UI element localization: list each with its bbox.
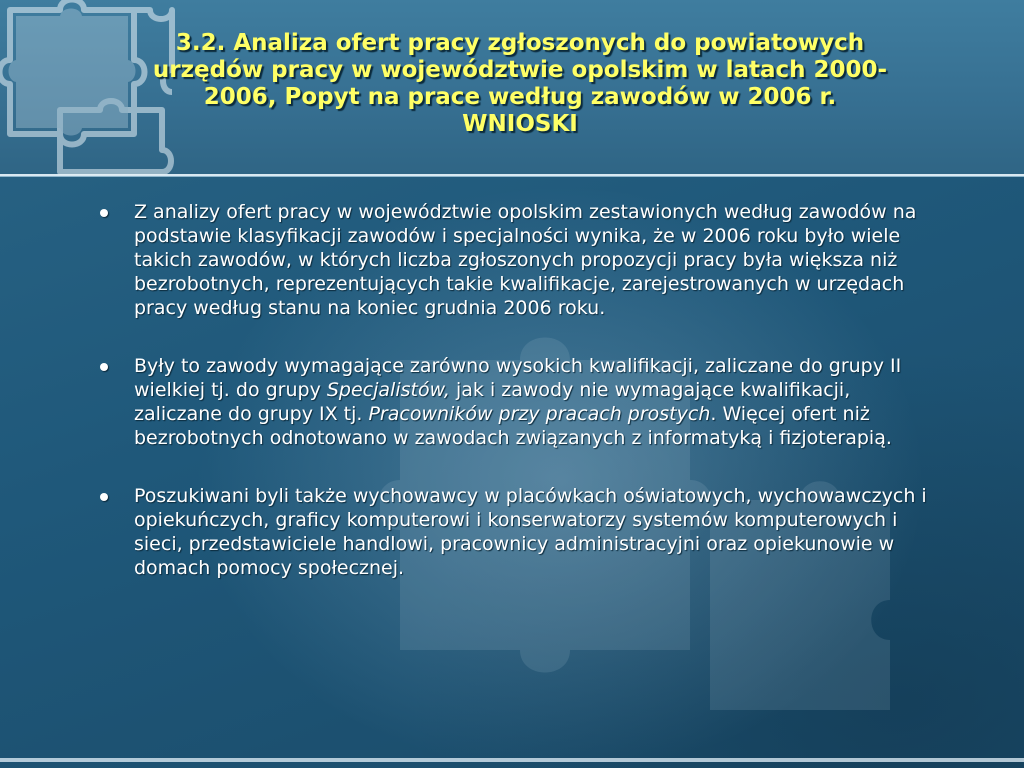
bullet-text-2-italic-2: Pracowników przy pracach prostych bbox=[368, 403, 711, 425]
bullet-dot-icon bbox=[100, 209, 108, 217]
bullet-list bbox=[96, 200, 936, 614]
bullet-item-1 bbox=[96, 200, 936, 320]
bottom-divider bbox=[0, 758, 1024, 762]
bullet-text-2b: jak i zawody nie wymagające kwalifikacji, zaliczane do grupy IX tj. bbox=[134, 379, 851, 425]
slide-title bbox=[80, 30, 960, 138]
title-line-2: urzędów pracy w województwie opolskim w latach 2000- bbox=[152, 57, 888, 83]
bullet-text-1: Z analizy ofert pracy w województwie opolskim zestawionych według zawodów na podstawie klasyfikacji zawodów i specjalności wynika, że w 2006 roku było wiele takich zawodów, w których liczba zgłoszonych propozycji pracy była większa niż bezrobotnych, reprezentujących takie kwalifikacje, zarejestrowanych w urzędach pracy według stanu na koniec grudnia 2006 roku. bbox=[134, 201, 917, 319]
title-line-3: 2006, Popyt na prace według zawodów w 2006 r. bbox=[203, 84, 837, 110]
bullet-text-2a: Były to zawody wymagające zarówno wysokich kwalifikacji, zaliczane do grupy II wielkiej tj. do grupy bbox=[134, 355, 902, 401]
bullet-item-2 bbox=[96, 354, 936, 450]
bullet-dot-icon bbox=[100, 363, 108, 371]
title-line-1: 3.2. Analiza ofert pracy zgłoszonych do powiatowych bbox=[175, 30, 865, 56]
bullet-text-2c: . Więcej ofert niż bezrobotnych odnotowano w zawodach związanych z informatyką i fizjoterapią. bbox=[134, 403, 892, 449]
bullet-text-2-italic-1: Specjalistów, bbox=[326, 379, 450, 401]
bullet-text-3: Poszukiwani byli także wychowawcy w placówkach oświatowych, wychowawczych i opiekuńczych, graficy komputerowi i konserwatorzy systemów komputerowych i sieci, przedstawiciele handlowi, pracownicy administracyjni oraz opiekunowie w domach pomocy społecznej. bbox=[134, 485, 927, 579]
bullet-dot-icon bbox=[100, 493, 108, 501]
title-line-4: WNIOSKI bbox=[462, 111, 578, 137]
bullet-item-3 bbox=[96, 484, 936, 580]
